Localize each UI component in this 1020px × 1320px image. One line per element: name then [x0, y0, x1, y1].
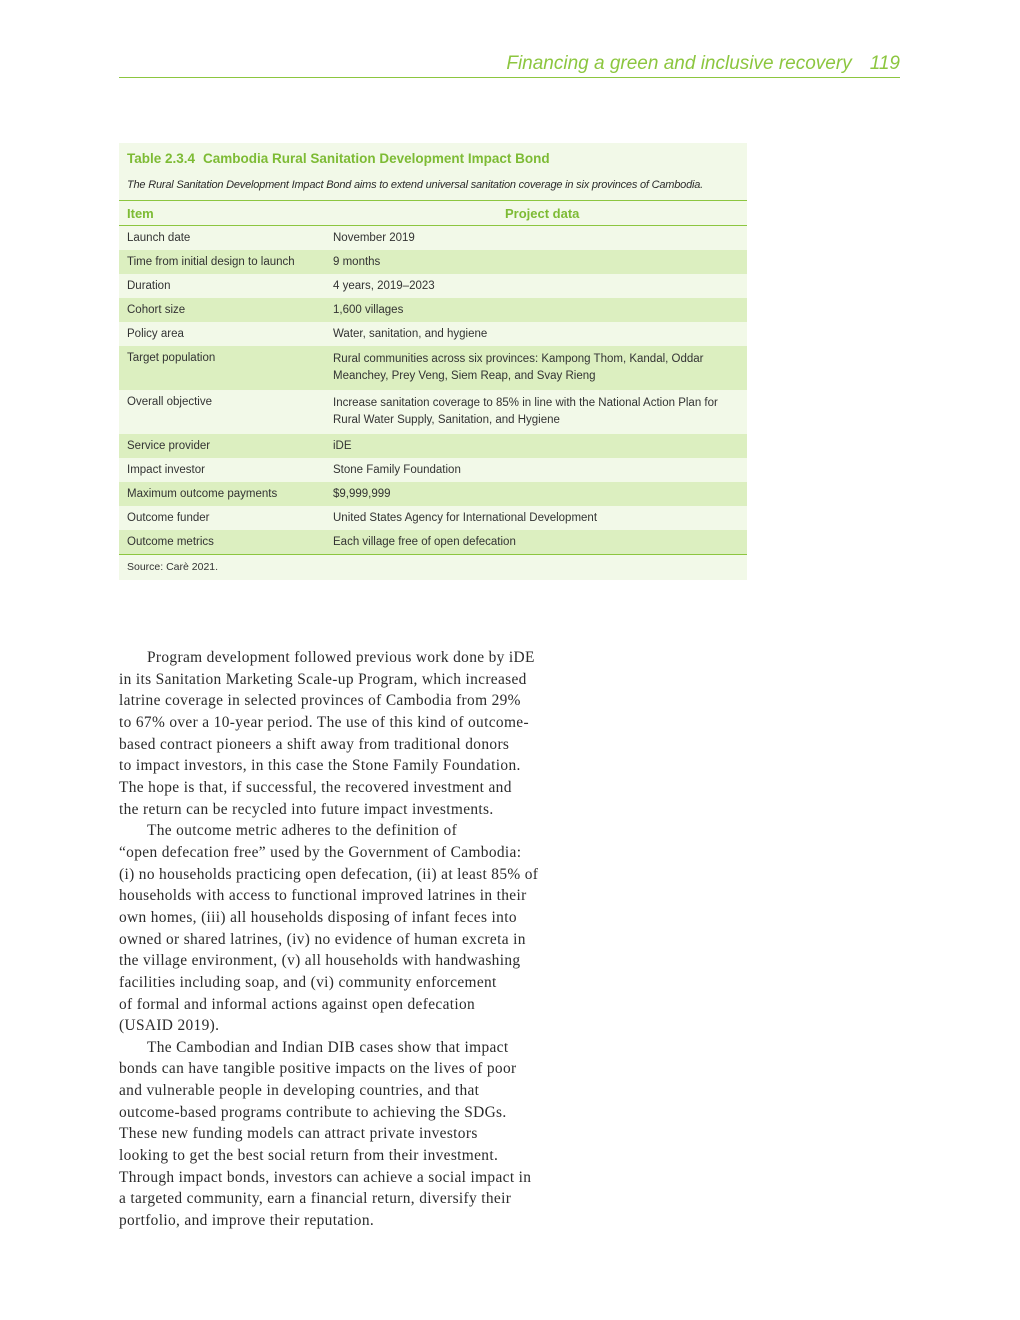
table-row [119, 274, 747, 298]
row-item: Target population [127, 352, 216, 364]
row-data: iDE [333, 440, 352, 452]
row-data: Water, sanitation, and hygiene [333, 328, 488, 340]
row-item: Outcome metrics [127, 536, 214, 548]
table-body [119, 226, 747, 555]
row-data: 9 months [333, 256, 381, 268]
header-item: Item [127, 206, 154, 221]
row-data: Rural communities across six provinces: Kampong Thom, Kandal, Oddar Meanchey, Prey Veng, Siem Reap, and Svay Rieng [333, 353, 704, 382]
table-row [119, 250, 747, 274]
row-item: Cohort size [127, 304, 186, 316]
table-source: Source: Carè 2021. [127, 561, 219, 573]
row-item: Service provider [127, 440, 211, 452]
paragraph: Program development followed previous work done by iDE in its Sanitation Marketing Scale-up Program, which increased latrine coverage in selected provinces of Cambodia from 29% to 67% over a 10-year period. The use of this kind of outcome- based contract pioneers a shift away from traditional donors to impact investors, in this case the Stone Family Foundation. The hope is that, if successful, the recovered investment and the return can be recycled into future impact investments. [119, 649, 535, 818]
table-row [119, 390, 747, 434]
row-item: Time from initial design to launch [127, 256, 295, 268]
table-row [119, 298, 747, 322]
table-caption: The Rural Sanitation Development Impact Bond aims to extend universal sanitation coverage in six provinces of Cambodia. [127, 179, 704, 191]
header-project-data: Project data [505, 206, 580, 221]
row-data: Each village free of open defecation [333, 536, 516, 548]
row-data: Increase sanitation coverage to 85% in line with the National Action Plan for Rural Water Supply, Sanitation, and Hygiene [333, 397, 718, 426]
table-row [119, 506, 747, 530]
row-item: Outcome funder [127, 512, 210, 524]
row-item: Maximum outcome payments [127, 488, 278, 500]
row-data: 1,600 villages [333, 304, 404, 316]
row-data: November 2019 [333, 232, 415, 244]
row-item: Impact investor [127, 464, 205, 476]
table-row [119, 346, 747, 390]
row-data: Stone Family Foundation [333, 464, 461, 476]
table-header [119, 200, 747, 226]
paragraph: The outcome metric adheres to the definition of “open defecation free” used by the Government of Cambodia: (i) no households practicing open defecation, (ii) at least 85% of households with access to functional improved latrines in their own homes, (iii) all households disposing of infant feces into owned or shared latrines, (iv) no evidence of human excreta in the village environment, (v) all households with handwashing facilities including soap, and (vi) community enforcement of formal and informal actions against open defecation (USAID 2019). [119, 822, 539, 1035]
row-data: $9,999,999 [333, 488, 391, 500]
running-head-title: Financing a green and inclusive recovery [506, 53, 852, 74]
running-head [119, 50, 900, 78]
row-item: Launch date [127, 232, 191, 244]
table-row [119, 434, 747, 458]
table-title-line [127, 151, 550, 166]
row-data: United States Agency for International Development [333, 512, 598, 524]
paragraph: The Cambodian and Indian DIB cases show that impact bonds can have tangible positive impacts on the lives of poor and vulnerable people in developing countries, and that outcome-based programs contribute to achieving the SDGs. These new funding models can attract private investors looking to get the best social return from their investment. Through impact bonds, investors can achieve a social impact in a targeted community, earn a financial return, diversify their portfolio, and improve their reputation. [119, 1038, 532, 1230]
table-title: Cambodia Rural Sanitation Development Impact Bond [203, 151, 550, 166]
table-label: Table 2.3.4 [127, 151, 196, 166]
table-row [119, 482, 747, 506]
table-box [119, 143, 747, 580]
page-number: 119 [869, 53, 900, 74]
table-row [119, 530, 747, 554]
row-item: Policy area [127, 328, 184, 340]
body-text [119, 647, 599, 1232]
row-data: 4 years, 2019–2023 [333, 280, 435, 292]
row-item: Duration [127, 280, 171, 292]
table-row [119, 226, 747, 250]
row-item: Overall objective [127, 396, 213, 408]
table-row [119, 322, 747, 346]
table-row [119, 458, 747, 482]
